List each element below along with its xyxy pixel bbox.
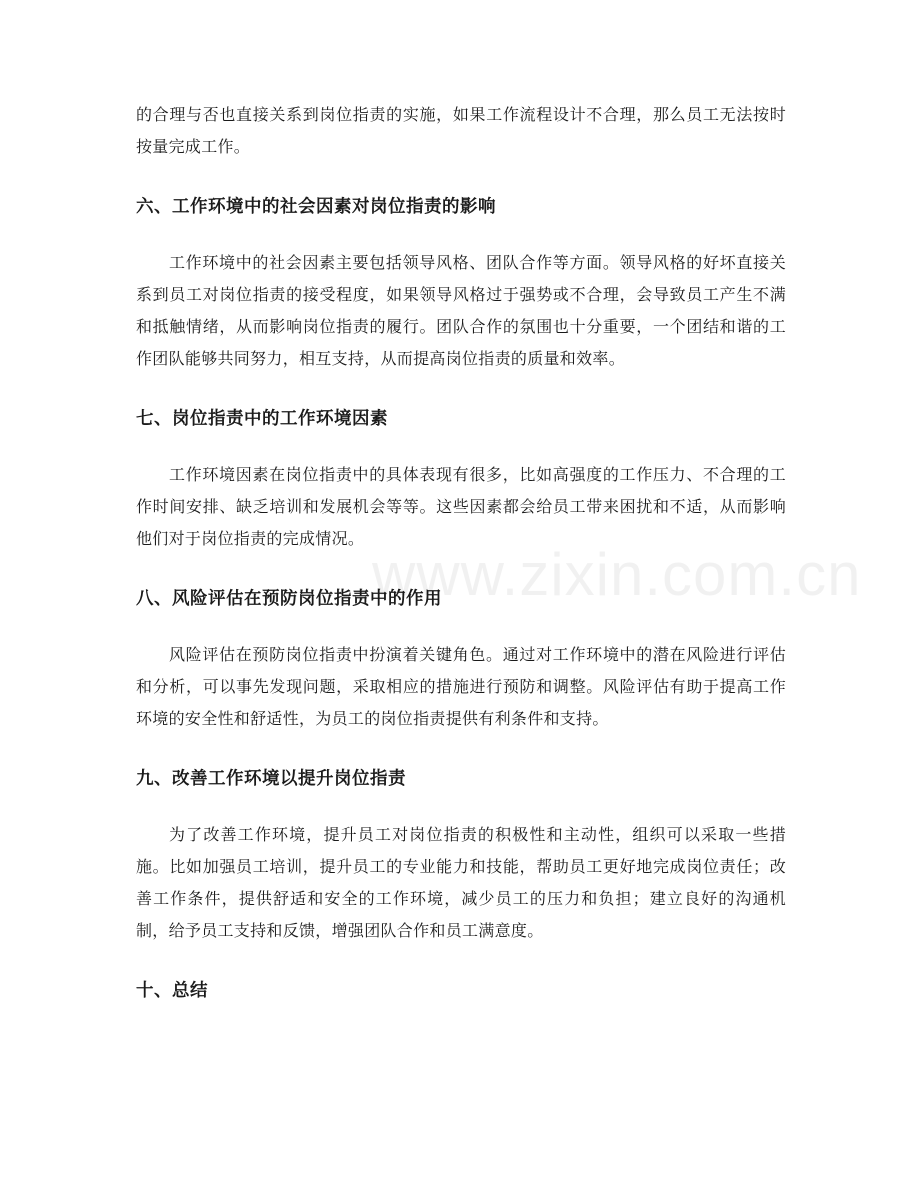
section-heading-7: 七、岗位指责中的工作环境因素 [136,409,388,429]
paragraph-continued: 的合理与否也直接关系到岗位指责的实施，如果工作流程设计不合理，那么员工无法按时按量完成工作。 [136,105,786,156]
section-heading-6: 六、工作环境中的社会因素对岗位指责的影响 [136,197,496,217]
watermark-text: www.zixin.com.cn [372,541,862,608]
section-heading-10: 十、总结 [136,981,208,1001]
paragraph-section-7: 工作环境因素在岗位指责中的具体表现有很多，比如高强度的工作压力、不合理的工作时间安排、缺乏培训和发展机会等等。这些因素都会给员工带来困扰和不适，从而影响他们对于岗位指责的完成情况。 [136,465,786,548]
paragraph-section-8: 风险评估在预防岗位指责中扮演着关键角色。通过对工作环境中的潜在风险进行评估和分析，可以事先发现问题，采取相应的措施进行预防和调整。风险评估有助于提高工作环境的安全性和舒适性，为员工的岗位指责提供有利条件和支持。 [136,645,786,728]
section-heading-9: 九、改善工作环境以提升岗位指责 [136,769,406,789]
section-heading-8: 八、风险评估在预防岗位指责中的作用 [136,589,442,609]
document-body [136,99,786,1007]
paragraph-section-6: 工作环境中的社会因素主要包括领导风格、团队合作等方面。领导风格的好坏直接关系到员工对岗位指责的接受程度，如果领导风格过于强势或不合理，会导致员工产生不满和抵触情绪，从而影响岗位指责的履行。团队合作的氛围也十分重要，一个团结和谐的工作团队能够共同努力，相互支持，从而提高岗位指责的质量和效率。 [136,253,786,368]
paragraph-section-9: 为了改善工作环境，提升员工对岗位指责的积极性和主动性，组织可以采取一些措施。比如加强员工培训，提升员工的专业能力和技能，帮助员工更好地完成岗位责任；改善工作条件，提供舒适和安全的工作环境，减少员工的压力和负担；建立良好的沟通机制，给予员工支持和反馈，增强团队合作和员工满意度。 [136,825,786,940]
